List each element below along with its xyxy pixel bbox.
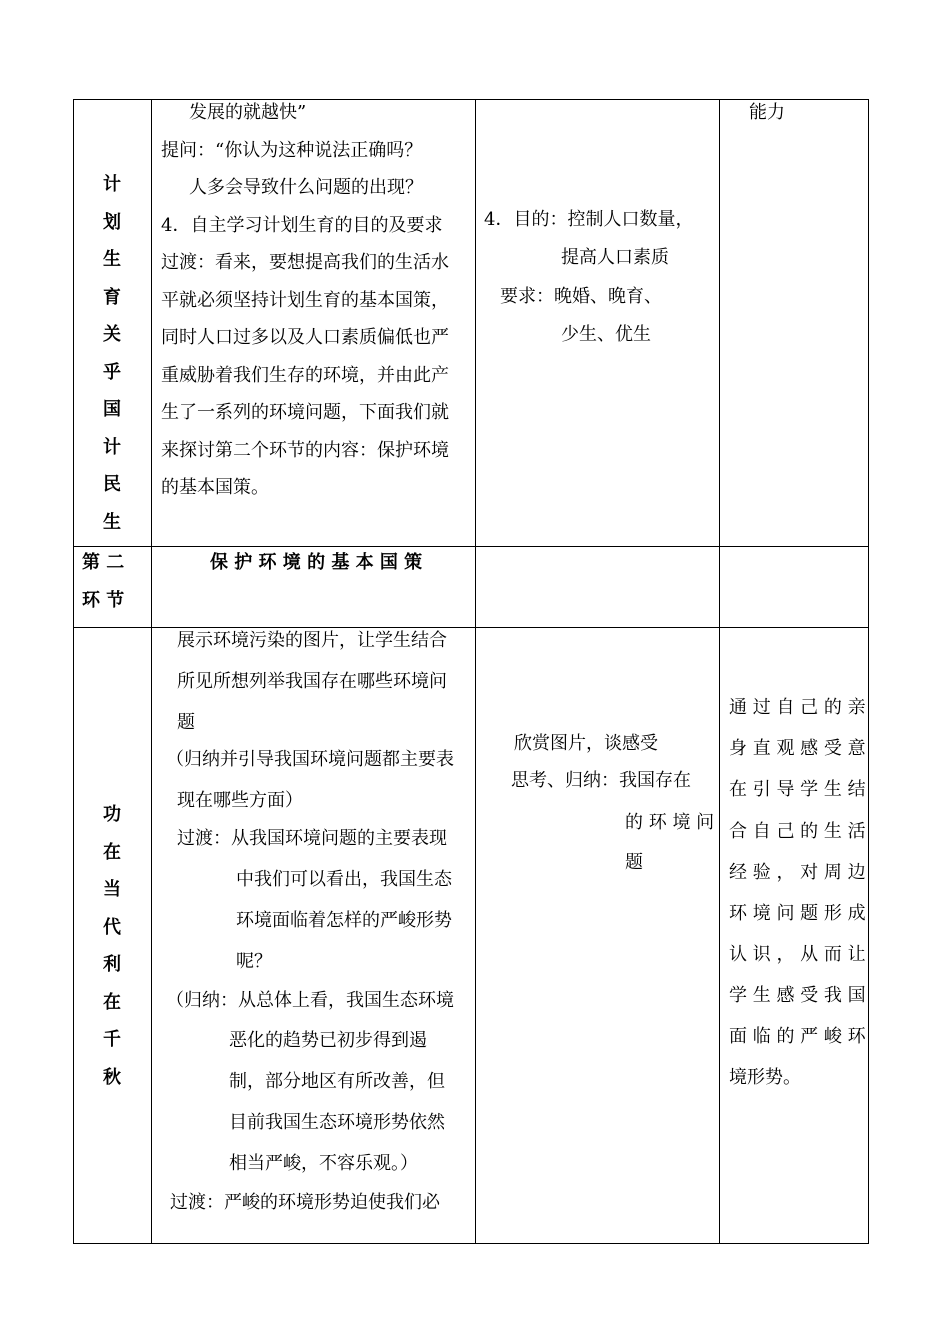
topic-char: 关 [103,324,121,345]
text-line: （归纳并引导我国环境问题都主要表 [166,749,454,770]
text-line: 过渡：从我国环境问题的主要表现 [177,828,447,849]
topic-char: 秋 [103,1067,121,1088]
text-line: 经 验 ， 对 周 边 [729,862,866,883]
text-line: 4．目的：控制人口数量， [484,209,694,230]
text-line: 面 临 的 严 峻 环 [729,1026,866,1047]
text-line: 过渡：严峻的环境形势迫使我们必 [170,1192,440,1213]
text-line: 少生、优生 [561,324,651,345]
text-line: 环境面临着怎样的严峻形势 [236,910,452,931]
row-divider-1 [73,546,869,547]
topic-char: 当 [103,879,121,900]
table-border-left [73,99,74,1244]
text-line: 环 境 问 题 形 成 [729,903,866,924]
topic-char: 乎 [103,362,121,383]
text-line: 重威胁着我们生存的环境，并由此产 [161,365,449,386]
topic-char: 在 [103,992,121,1013]
topic-char: 生 [103,512,121,533]
text-line: 平就必须坚持计划生育的基本国策， [161,290,449,311]
text-line: 4．自主学习计划生育的目的及要求 [161,215,443,236]
text-line: 身 直 观 感 受 意 [729,738,866,759]
topic-char: 国 [103,399,121,420]
text-line: 生了一系列的环境问题，下面我们就 [161,402,449,423]
text-line: 合 自 己 的 生 活 [729,821,866,842]
section-label: 环 节 [82,590,125,611]
topic-char: 功 [103,804,121,825]
row-divider-2 [73,627,869,628]
text-line: 同时人口过多以及人口素质偏低也严 [161,327,449,348]
topic-char: 生 [103,249,121,270]
text-line: 中我们可以看出，我国生态 [236,869,452,890]
text-line: 题 [625,852,643,873]
text-line: 境形势。 [729,1067,801,1088]
topic-char: 育 [103,287,121,308]
text-line: 能力 [749,102,785,123]
text-line: 提问：“你认为这种说法正确吗？ [161,140,423,161]
text-line: 提高人口素质 [561,247,669,268]
topic-char: 计 [103,437,121,458]
text-line: 呢？ [236,951,272,972]
text-line: 现在哪些方面） [177,790,303,811]
table-border-top [73,99,869,100]
text-line: 的 环 境 问 [625,812,715,833]
text-line: 制，部分地区有所改善，但 [229,1071,445,1092]
text-line: 人多会导致什么问题的出现？ [189,177,423,198]
topic-char: 计 [103,174,121,195]
text-line: 过渡：看来，要想提高我们的生活水 [161,252,449,273]
topic-char: 利 [103,954,121,975]
text-line: 的基本国策。 [161,477,269,498]
section-title: 保 护 环 境 的 基 本 国 策 [210,552,423,573]
text-line: 要求：晚婚、晚育、 [500,286,662,307]
text-line: 来探讨第二个环节的内容：保护环境 [161,440,449,461]
section-label: 第 二 [82,552,125,573]
column-divider-3 [719,99,720,1244]
topic-char: 在 [103,842,121,863]
column-divider-2 [475,99,476,1244]
topic-char: 民 [103,474,121,495]
topic-char: 划 [103,212,121,233]
text-line: 学 生 感 受 我 国 [729,985,866,1006]
text-line: 恶化的趋势已初步得到遏 [229,1030,427,1051]
table-border-bottom [73,1243,869,1244]
text-line: 题 [177,712,195,733]
text-line: 通 过 自 己 的 亲 [729,697,866,718]
text-line: 所见所想列举我国存在哪些环境问 [177,671,447,692]
text-line: 认 识 ， 从 而 让 [729,944,866,965]
text-line: 目前我国生态环境形势依然 [229,1112,445,1133]
topic-char: 千 [103,1029,121,1050]
topic-char: 代 [103,917,121,938]
text-line: 在 引 导 学 生 结 [729,779,866,800]
text-line: 发展的就越快” [189,102,307,123]
text-line: 相当严峻，不容乐观。） [229,1153,418,1174]
column-divider-1 [151,99,152,1244]
text-line: 思考、归纳：我国存在 [511,770,691,791]
text-line: （归纳：从总体上看，我国生态环境 [166,990,454,1011]
table-border-right [868,99,869,1244]
text-line: 展示环境污染的图片，让学生结合 [177,630,447,651]
text-line: 欣赏图片，谈感受 [514,733,658,754]
